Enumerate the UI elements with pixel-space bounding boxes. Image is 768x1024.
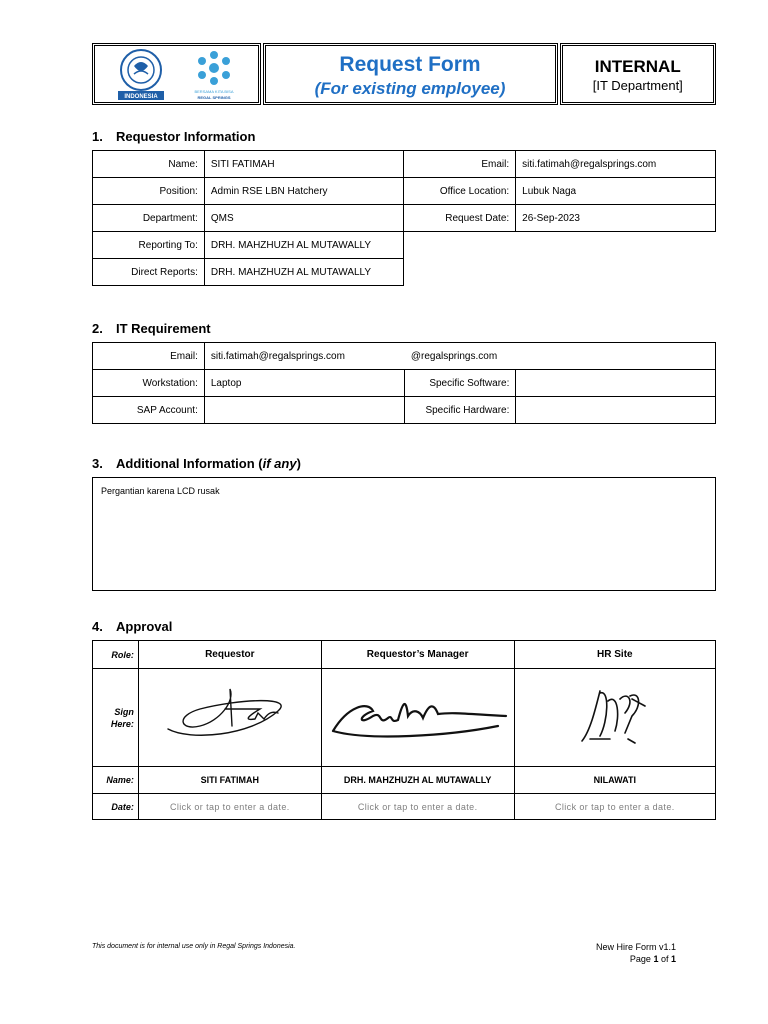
name-row	[93, 767, 716, 794]
title-cell	[263, 43, 558, 105]
it-requirement-table	[92, 342, 716, 424]
department-label: [IT Department]	[592, 78, 683, 93]
table-row	[93, 178, 716, 205]
hr-signature	[570, 681, 660, 751]
manager-date-picker[interactable]: Click or tap to enter a date.	[321, 794, 514, 820]
footer-note: This document is for internal use only in Regal Springs Indonesia.	[92, 943, 296, 950]
it-email-label: Email:	[93, 343, 205, 370]
sign-row	[93, 669, 716, 767]
date-row	[93, 794, 716, 820]
table-row	[93, 205, 716, 232]
it-email-value: siti.fatimah@regalsprings.com	[210, 350, 345, 362]
office-location-label: Office Location:	[404, 178, 516, 205]
classification-label: INTERNAL	[594, 57, 681, 76]
requestor-name: SITI FATIMAH	[138, 767, 321, 794]
sap-account-field[interactable]	[204, 397, 404, 424]
request-date-field[interactable]: 26-Sep-2023	[516, 205, 716, 232]
additional-info-text: Pergantian karena LCD rusak	[101, 486, 220, 496]
position-label: Position:	[93, 178, 205, 205]
section-4-title: 4. Approval	[92, 619, 173, 634]
requestor-info-table	[92, 150, 716, 286]
sign-here-label: Sign Here:	[93, 669, 139, 767]
email-field[interactable]: siti.fatimah@regalsprings.com	[516, 151, 716, 178]
specific-hardware-field[interactable]	[516, 397, 716, 424]
direct-reports-label: Direct Reports:	[93, 259, 205, 286]
role-requestor: Requestor	[138, 641, 321, 669]
svg-text:REGAL SPRINGS: REGAL SPRINGS	[197, 95, 231, 100]
page-number: Page 1 of 1	[629, 954, 676, 964]
requestor-signature	[160, 681, 300, 751]
reporting-to-label: Reporting To:	[93, 232, 205, 259]
manager-signature	[328, 686, 508, 746]
request-date-label: Request Date:	[404, 205, 516, 232]
department-field[interactable]: QMS	[204, 205, 404, 232]
table-row	[93, 343, 716, 370]
approval-table	[92, 640, 716, 820]
form-subtitle: (For existing employee)	[314, 79, 506, 98]
bersama-kita-bisa-logo	[187, 46, 241, 102]
workstation-label: Workstation:	[93, 370, 205, 397]
role-row	[93, 641, 716, 669]
role-hr-site: HR Site	[514, 641, 715, 669]
form-header	[92, 43, 716, 105]
manager-name: DRH. MAHZHUZH AL MUTAWALLY	[321, 767, 514, 794]
requestor-signature-box[interactable]	[138, 669, 321, 767]
section-1-title: 1. Requestor Information	[92, 129, 256, 144]
name-label: Name:	[93, 151, 205, 178]
it-email-field[interactable]	[204, 343, 715, 370]
sap-account-label: SAP Account:	[93, 397, 205, 424]
table-row	[93, 151, 716, 178]
table-row	[93, 370, 716, 397]
specific-software-field[interactable]	[516, 370, 716, 397]
hr-signature-box[interactable]	[514, 669, 715, 767]
department-label: Department:	[93, 205, 205, 232]
office-location-field[interactable]: Lubuk Naga	[516, 178, 716, 205]
position-field[interactable]: Admin RSE LBN Hatchery	[204, 178, 404, 205]
table-row	[93, 259, 716, 286]
name-row-label: Name:	[93, 767, 139, 794]
reporting-to-field[interactable]: DRH. MAHZHUZH AL MUTAWALLY	[204, 232, 404, 259]
footer-info	[596, 941, 676, 965]
additional-info-field[interactable]	[92, 477, 716, 591]
name-field[interactable]: SITI FATIMAH	[204, 151, 404, 178]
role-label: Role:	[93, 641, 139, 669]
hr-name: NILAWATI	[514, 767, 715, 794]
it-email-domain: @regalsprings.com	[410, 350, 498, 362]
table-row	[93, 397, 716, 424]
logo-cell	[92, 43, 261, 105]
section-3-title: 3. Additional Information (if any)	[92, 456, 301, 471]
regal-springs-logo	[112, 46, 170, 102]
specific-software-label: Specific Software:	[404, 370, 516, 397]
date-row-label: Date:	[93, 794, 139, 820]
direct-reports-field[interactable]: DRH. MAHZHUZH AL MUTAWALLY	[204, 259, 404, 286]
svg-text:BERSAMA KITA BISA: BERSAMA KITA BISA	[194, 89, 234, 94]
requestor-date-picker[interactable]: Click or tap to enter a date.	[138, 794, 321, 820]
email-label: Email:	[404, 151, 516, 178]
form-title: Request Form	[339, 53, 481, 76]
form-version: New Hire Form v1.1	[595, 942, 676, 952]
hr-date-picker[interactable]: Click or tap to enter a date.	[514, 794, 715, 820]
role-requestor-manager: Requestor’s Manager	[321, 641, 514, 669]
manager-signature-box[interactable]	[321, 669, 514, 767]
specific-hardware-label: Specific Hardware:	[404, 397, 516, 424]
classification-cell	[560, 43, 716, 105]
workstation-field[interactable]: Laptop	[204, 370, 404, 397]
table-row	[93, 232, 716, 259]
section-2-title: 2. IT Requirement	[92, 321, 211, 336]
svg-text:INDONESIA: INDONESIA	[123, 94, 158, 100]
